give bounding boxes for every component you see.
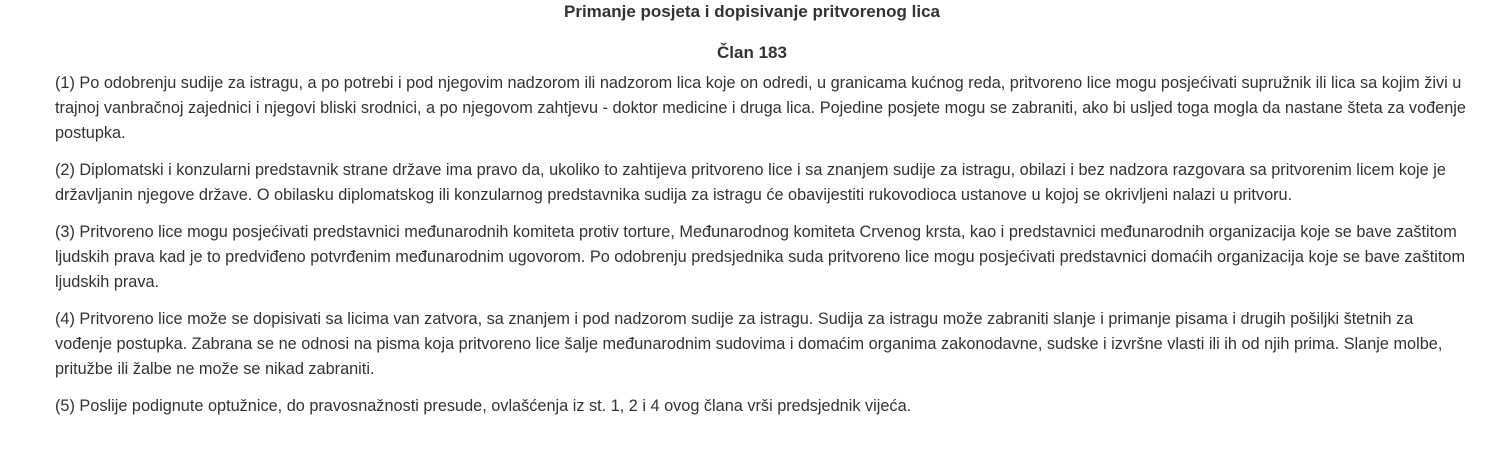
paragraph-1: (1) Po odobrenju sudije za istragu, a po potrebi i pod njegovim nadzorom ili nadzorom lica koje on odredi, u granicama kućnog reda, pritvoreno lice mogu posjećivati supružnik ili lica sa kojim živi u trajnoj vanbračnoj zajednici i njegovi bliski srodnici, a po njegovom zahtjevu - doktor medicine i druga lica. Pojedine posjete mogu se zabraniti, ako bi usljed toga mogla da nastane šteta za vođenje postupka. (55, 74, 1466, 142)
paragraph-2: (2) Diplomatski i konzularni predstavnik strane države ima pravo da, ukoliko to zahtijeva pritvoreno lice i sa znanjem sudije za istragu, obilazi i bez nadzora razgovara sa pritvorenim licem koje je državljanin njegove države. O obilasku diplomatskog ili konzularnog predstavnika sudija za istragu će obavijestiti rukovodioca ustanove u kojoj se okrivljeni nalazi u pritvoru. (55, 161, 1446, 204)
document-title: Primanje posjeta i dopisivanje pritvorenog lica (564, 2, 940, 21)
paragraph-3: (3) Pritvoreno lice mogu posjećivati predstavnici međunarodnih komiteta protiv torture, Međunarodnog komiteta Crvenog krsta, kao i predstavnici međunarodnih organizacija koje se bave zaštitom ljudskih prava kad je to predviđeno potvrđenim međunarodnim ugovorom. Po odobrenju predsjednika suda pritvoreno lice mogu posjećivati predstavnici domaćih organizacija koje se bave zaštitom ljudskih prava. (55, 223, 1466, 291)
article-heading: Član 183 (717, 43, 787, 62)
paragraph-4: (4) Pritvoreno lice može se dopisivati sa licima van zatvora, sa znanjem i pod nadzorom sudije za istragu. Sudija za istragu može zabraniti slanje i primanje pisama i drugih pošiljki štetnih za vođenje postupka. Zabrana se ne odnosi na pisma koja pritvoreno lice šalje međunarodnim sudovima i domaćim organima zakonodavne, sudske i izvršne vlasti ili ih od njih prima. Slanje molbe, pritužbe ili žalbe ne može se nikad zabraniti. (55, 310, 1443, 378)
paragraph-5: (5) Poslije podignute optužnice, do pravosnažnosti presude, ovlašćenja iz st. 1, 2 i 4 ovog člana vrši predsjednik vijeća. (55, 397, 912, 415)
